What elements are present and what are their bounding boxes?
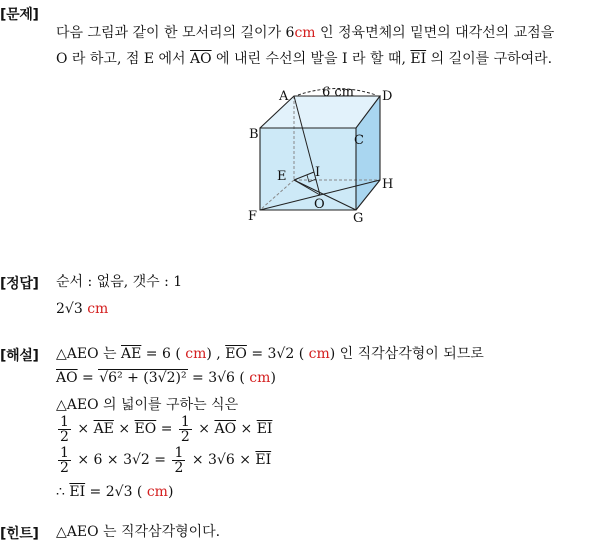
fraction-half bbox=[179, 415, 192, 444]
vertex-label-g: G bbox=[353, 211, 364, 226]
segment-eo: $\overline{EO}$ bbox=[225, 346, 247, 362]
problem-line-1 bbox=[56, 24, 554, 42]
segment-ae: $\overline{AE}$ bbox=[93, 421, 114, 437]
explanation-text: = 3√2 ( bbox=[246, 346, 305, 362]
therefore-symbol: ∴ bbox=[56, 484, 70, 500]
explanation-text: × 3√6 × bbox=[191, 452, 251, 468]
fraction-half bbox=[58, 446, 71, 475]
explanation-tag: [해설] bbox=[0, 348, 39, 364]
segment-ei: $\overline{EI}$ bbox=[69, 484, 86, 500]
hint-text: △AEO 는 직각삼각형이다. bbox=[56, 524, 221, 540]
answer-tag: [정답] bbox=[0, 276, 39, 292]
fraction-denominator: 2 bbox=[180, 428, 190, 445]
explanation-text: ) bbox=[270, 370, 276, 386]
cube-figure bbox=[246, 84, 406, 230]
explanation-line-4: $\frac{1}{2}$ × $\overline{AE} \times \overline{EO}$ = $\frac{1}{2}$ × $\overline{AO} \times \overline{EI}$ bbox=[60, 413, 273, 445]
explanation-line-1 bbox=[56, 345, 484, 363]
problem-line-2 bbox=[56, 50, 552, 68]
fraction-denominator: 2 bbox=[60, 459, 69, 476]
explanation-line-6 bbox=[56, 483, 173, 501]
explanation-text: = 2√3 ( bbox=[85, 484, 143, 500]
fraction-half bbox=[58, 415, 71, 444]
answer-number: 2√3 bbox=[56, 301, 83, 317]
explanation-text: △AEO 는 bbox=[56, 346, 121, 362]
segment-ae: $\overline{AE}$ bbox=[121, 346, 142, 362]
vertex-label-h: H bbox=[382, 177, 394, 192]
unit-cm: cm bbox=[244, 370, 271, 386]
segment-ei: $\overline{EI}$ bbox=[410, 51, 427, 67]
segment-ei: $\overline{EI}$ bbox=[255, 452, 272, 468]
problem-text: 다음 그림과 같이 한 모서리의 길이가 6 bbox=[56, 25, 295, 41]
explanation-line-2 bbox=[56, 369, 276, 387]
vertex-label-f: F bbox=[248, 209, 258, 224]
fraction-half bbox=[172, 446, 185, 475]
unit-cm: cm bbox=[294, 25, 316, 41]
fraction-denominator: 2 bbox=[174, 459, 184, 476]
segment-ei: $\overline{EI}$ bbox=[256, 421, 273, 437]
unit-cm: cm bbox=[142, 484, 168, 500]
vertex-label-e: E bbox=[277, 169, 287, 184]
fraction-numerator: 1 bbox=[60, 444, 69, 461]
unit-cm: cm bbox=[180, 346, 207, 362]
vertex-label-d: D bbox=[382, 89, 393, 104]
vertex-label-i: I bbox=[315, 165, 321, 180]
explanation-text: = bbox=[77, 370, 99, 386]
explanation-text: × 6 × 3√2 = bbox=[77, 452, 167, 468]
answer-line-1: 순서 : 없음, 갯수 : 1 bbox=[56, 274, 183, 290]
problem-text: O 라 하고, 점 E 에서 bbox=[56, 51, 190, 67]
vertex-label-c: C bbox=[354, 133, 364, 148]
fraction-numerator: 1 bbox=[60, 413, 69, 430]
radical-expression: √6² + (3√2)² bbox=[99, 370, 187, 386]
fraction-numerator: 1 bbox=[174, 444, 184, 461]
segment-ao: $\overline{AO}$ bbox=[56, 370, 78, 386]
problem-text: 의 길이를 구하여라. bbox=[426, 51, 553, 67]
explanation-text: ) bbox=[167, 484, 174, 500]
explanation-text: = 6 ( bbox=[141, 346, 181, 362]
problem-text: 에 내린 수선의 발을 I 라 할 때, bbox=[211, 51, 411, 67]
problem-text: 인 정육면체의 밑면의 대각선의 교점을 bbox=[315, 25, 555, 41]
problem-tag: [문제] bbox=[0, 7, 39, 23]
hint-tag: [힌트] bbox=[0, 526, 39, 542]
vertex-label-o: O bbox=[314, 197, 325, 212]
segment-ao: $\overline{AO}$ bbox=[214, 421, 237, 437]
explanation-text: = 3√6 ( bbox=[187, 370, 245, 386]
edge-length-label: 6 cm bbox=[322, 85, 355, 100]
unit-cm: cm bbox=[87, 301, 109, 317]
explanation-line-3: △AEO 의 넓이를 구하는 식은 bbox=[56, 397, 239, 413]
explanation-text: ) 인 직각삼각형이 되므로 bbox=[329, 346, 484, 362]
unit-cm: cm bbox=[304, 346, 330, 362]
explanation-text: ) , bbox=[206, 346, 226, 362]
fraction-denominator: 2 bbox=[60, 428, 69, 445]
answer-value bbox=[56, 300, 108, 318]
fraction-numerator: 1 bbox=[180, 413, 190, 430]
segment-eo: $\overline{EO}$ bbox=[134, 421, 157, 437]
vertex-label-a: A bbox=[279, 89, 289, 104]
segment-ao: $\overline{AO}$ bbox=[190, 51, 212, 67]
vertex-label-b: B bbox=[249, 127, 259, 142]
explanation-line-5 bbox=[56, 445, 271, 475]
